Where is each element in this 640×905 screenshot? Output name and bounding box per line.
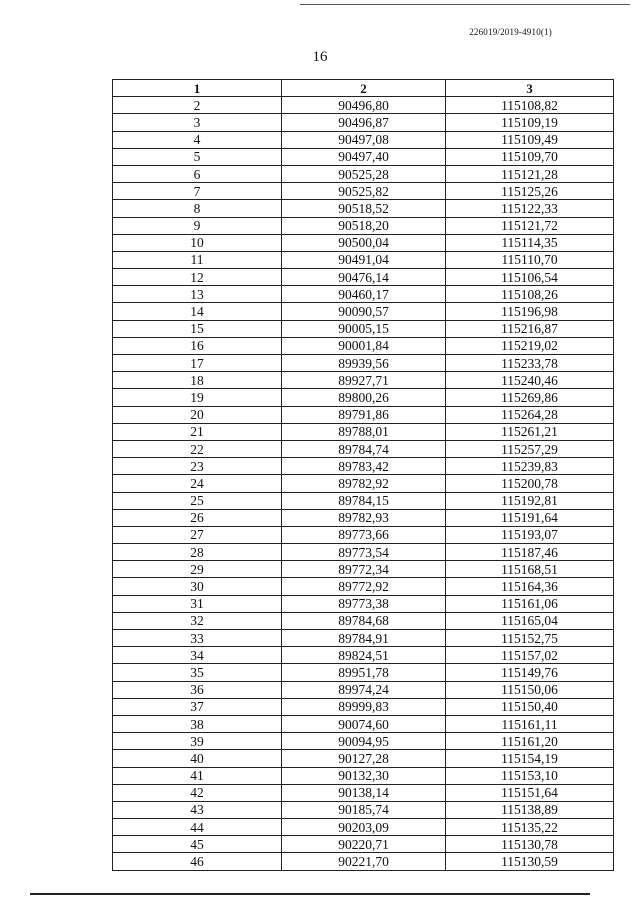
x-coordinate-cell: 89773,66 [282, 526, 446, 543]
table-row [113, 492, 614, 509]
y-coordinate-cell: 115150,06 [446, 681, 614, 698]
point-number-cell: 10 [113, 234, 282, 251]
point-number-cell: 8 [113, 200, 282, 217]
y-coordinate-cell: 115130,59 [446, 853, 614, 870]
point-number-cell: 39 [113, 733, 282, 750]
y-coordinate-cell: 115108,26 [446, 286, 614, 303]
y-coordinate-cell: 115109,49 [446, 131, 614, 148]
y-coordinate-cell: 115193,07 [446, 526, 614, 543]
x-coordinate-cell: 89784,74 [282, 440, 446, 457]
y-coordinate-cell: 115106,54 [446, 269, 614, 286]
table-row [113, 234, 614, 251]
point-number-cell: 34 [113, 647, 282, 664]
x-coordinate-cell: 89791,86 [282, 406, 446, 423]
bottom-rule [30, 893, 590, 895]
x-coordinate-cell: 89784,15 [282, 492, 446, 509]
y-coordinate-cell: 115233,78 [446, 355, 614, 372]
x-coordinate-cell: 90132,30 [282, 767, 446, 784]
x-coordinate-cell: 90203,09 [282, 819, 446, 836]
y-coordinate-cell: 115154,19 [446, 750, 614, 767]
y-coordinate-cell: 115108,82 [446, 97, 614, 114]
point-number-cell: 7 [113, 183, 282, 200]
y-coordinate-cell: 115200,78 [446, 475, 614, 492]
x-coordinate-cell: 90496,80 [282, 97, 446, 114]
table-row [113, 836, 614, 853]
point-number-cell: 45 [113, 836, 282, 853]
table-row [113, 337, 614, 354]
point-number-cell: 9 [113, 217, 282, 234]
column-header-3: 3 [446, 80, 614, 97]
x-coordinate-cell: 90525,28 [282, 165, 446, 182]
point-number-cell: 17 [113, 355, 282, 372]
y-coordinate-cell: 115138,89 [446, 801, 614, 818]
point-number-cell: 37 [113, 698, 282, 715]
table-row [113, 681, 614, 698]
x-coordinate-cell: 90518,52 [282, 200, 446, 217]
page-number: 16 [312, 49, 328, 65]
x-coordinate-cell: 90221,70 [282, 853, 446, 870]
y-coordinate-cell: 115168,51 [446, 561, 614, 578]
point-number-cell: 24 [113, 475, 282, 492]
point-number-cell: 30 [113, 578, 282, 595]
point-number-cell: 33 [113, 630, 282, 647]
y-coordinate-cell: 115152,75 [446, 630, 614, 647]
y-coordinate-cell: 115191,64 [446, 509, 614, 526]
point-number-cell: 27 [113, 526, 282, 543]
x-coordinate-cell: 89772,92 [282, 578, 446, 595]
y-coordinate-cell: 115109,70 [446, 148, 614, 165]
column-header-2: 2 [282, 80, 446, 97]
table-row [113, 853, 614, 870]
table-row [113, 612, 614, 629]
coordinates-table [112, 79, 614, 871]
point-number-cell: 40 [113, 750, 282, 767]
point-number-cell: 12 [113, 269, 282, 286]
table-row [113, 183, 614, 200]
table-row [113, 647, 614, 664]
y-coordinate-cell: 115165,04 [446, 612, 614, 629]
y-coordinate-cell: 115192,81 [446, 492, 614, 509]
table-row [113, 595, 614, 612]
x-coordinate-cell: 89782,93 [282, 509, 446, 526]
x-coordinate-cell: 89788,01 [282, 423, 446, 440]
y-coordinate-cell: 115122,33 [446, 200, 614, 217]
y-coordinate-cell: 115109,19 [446, 114, 614, 131]
point-number-cell: 13 [113, 286, 282, 303]
table-row [113, 509, 614, 526]
y-coordinate-cell: 115161,11 [446, 715, 614, 732]
x-coordinate-cell: 89772,34 [282, 561, 446, 578]
point-number-cell: 38 [113, 715, 282, 732]
table-row [113, 784, 614, 801]
table-row [113, 733, 614, 750]
table-row [113, 217, 614, 234]
y-coordinate-cell: 115121,28 [446, 165, 614, 182]
table-row [113, 767, 614, 784]
x-coordinate-cell: 90185,74 [282, 801, 446, 818]
y-coordinate-cell: 115149,76 [446, 664, 614, 681]
table-row [113, 320, 614, 337]
point-number-cell: 44 [113, 819, 282, 836]
point-number-cell: 42 [113, 784, 282, 801]
point-number-cell: 15 [113, 320, 282, 337]
point-number-cell: 26 [113, 509, 282, 526]
point-number-cell: 21 [113, 423, 282, 440]
y-coordinate-cell: 115161,20 [446, 733, 614, 750]
table-row [113, 251, 614, 268]
table-row [113, 200, 614, 217]
table-row [113, 801, 614, 818]
table-row [113, 148, 614, 165]
point-number-cell: 28 [113, 544, 282, 561]
x-coordinate-cell: 90460,17 [282, 286, 446, 303]
table-header-row [113, 80, 614, 97]
y-coordinate-cell: 115164,36 [446, 578, 614, 595]
table-row [113, 578, 614, 595]
point-number-cell: 4 [113, 131, 282, 148]
point-number-cell: 43 [113, 801, 282, 818]
x-coordinate-cell: 90496,87 [282, 114, 446, 131]
x-coordinate-cell: 89784,68 [282, 612, 446, 629]
table-row [113, 372, 614, 389]
point-number-cell: 6 [113, 165, 282, 182]
y-coordinate-cell: 115110,70 [446, 251, 614, 268]
table-row [113, 165, 614, 182]
table-row [113, 750, 614, 767]
x-coordinate-cell: 89800,26 [282, 389, 446, 406]
x-coordinate-cell: 90090,57 [282, 303, 446, 320]
y-coordinate-cell: 115135,22 [446, 819, 614, 836]
x-coordinate-cell: 90497,40 [282, 148, 446, 165]
x-coordinate-cell: 90220,71 [282, 836, 446, 853]
y-coordinate-cell: 115239,83 [446, 458, 614, 475]
table-row [113, 561, 614, 578]
point-number-cell: 3 [113, 114, 282, 131]
x-coordinate-cell: 89783,42 [282, 458, 446, 475]
point-number-cell: 22 [113, 440, 282, 457]
y-coordinate-cell: 115151,64 [446, 784, 614, 801]
point-number-cell: 18 [113, 372, 282, 389]
table-row [113, 526, 614, 543]
x-coordinate-cell: 90005,15 [282, 320, 446, 337]
x-coordinate-cell: 90476,14 [282, 269, 446, 286]
point-number-cell: 5 [113, 148, 282, 165]
y-coordinate-cell: 115261,21 [446, 423, 614, 440]
y-coordinate-cell: 115257,29 [446, 440, 614, 457]
point-number-cell: 31 [113, 595, 282, 612]
point-number-cell: 29 [113, 561, 282, 578]
x-coordinate-cell: 90497,08 [282, 131, 446, 148]
x-coordinate-cell: 90074,60 [282, 715, 446, 732]
table-row [113, 389, 614, 406]
point-number-cell: 36 [113, 681, 282, 698]
y-coordinate-cell: 115121,72 [446, 217, 614, 234]
y-coordinate-cell: 115161,06 [446, 595, 614, 612]
table-row [113, 303, 614, 320]
y-coordinate-cell: 115153,10 [446, 767, 614, 784]
x-coordinate-cell: 89784,91 [282, 630, 446, 647]
y-coordinate-cell: 115130,78 [446, 836, 614, 853]
table-row [113, 269, 614, 286]
x-coordinate-cell: 89939,56 [282, 355, 446, 372]
table-row [113, 698, 614, 715]
y-coordinate-cell: 115216,87 [446, 320, 614, 337]
point-number-cell: 20 [113, 406, 282, 423]
table-row [113, 114, 614, 131]
y-coordinate-cell: 115187,46 [446, 544, 614, 561]
table-row [113, 423, 614, 440]
x-coordinate-cell: 89927,71 [282, 372, 446, 389]
x-coordinate-cell: 89974,24 [282, 681, 446, 698]
x-coordinate-cell: 90094,95 [282, 733, 446, 750]
point-number-cell: 11 [113, 251, 282, 268]
point-number-cell: 32 [113, 612, 282, 629]
y-coordinate-cell: 115264,28 [446, 406, 614, 423]
point-number-cell: 16 [113, 337, 282, 354]
y-coordinate-cell: 115196,98 [446, 303, 614, 320]
x-coordinate-cell: 90138,14 [282, 784, 446, 801]
point-number-cell: 23 [113, 458, 282, 475]
x-coordinate-cell: 89773,38 [282, 595, 446, 612]
table-row [113, 458, 614, 475]
point-number-cell: 19 [113, 389, 282, 406]
x-coordinate-cell: 89773,54 [282, 544, 446, 561]
point-number-cell: 46 [113, 853, 282, 870]
x-coordinate-cell: 90500,04 [282, 234, 446, 251]
y-coordinate-cell: 115240,46 [446, 372, 614, 389]
x-coordinate-cell: 89951,78 [282, 664, 446, 681]
table-row [113, 819, 614, 836]
table-row [113, 355, 614, 372]
document-number: 226019/2019-4910(1) [469, 27, 552, 37]
table-row [113, 131, 614, 148]
x-coordinate-cell: 89824,51 [282, 647, 446, 664]
table-row [113, 97, 614, 114]
table-row [113, 715, 614, 732]
x-coordinate-cell: 90001,84 [282, 337, 446, 354]
y-coordinate-cell: 115157,02 [446, 647, 614, 664]
x-coordinate-cell: 90491,04 [282, 251, 446, 268]
y-coordinate-cell: 115269,86 [446, 389, 614, 406]
table-row [113, 406, 614, 423]
y-coordinate-cell: 115219,02 [446, 337, 614, 354]
table-row [113, 544, 614, 561]
point-number-cell: 41 [113, 767, 282, 784]
y-coordinate-cell: 115125,26 [446, 183, 614, 200]
table-row [113, 440, 614, 457]
table-row [113, 286, 614, 303]
y-coordinate-cell: 115114,35 [446, 234, 614, 251]
y-coordinate-cell: 115150,40 [446, 698, 614, 715]
point-number-cell: 25 [113, 492, 282, 509]
point-number-cell: 2 [113, 97, 282, 114]
x-coordinate-cell: 90127,28 [282, 750, 446, 767]
column-header-1: 1 [113, 80, 282, 97]
table-row [113, 664, 614, 681]
x-coordinate-cell: 90525,82 [282, 183, 446, 200]
x-coordinate-cell: 90518,20 [282, 217, 446, 234]
table-row [113, 475, 614, 492]
x-coordinate-cell: 89782,92 [282, 475, 446, 492]
table-row [113, 630, 614, 647]
point-number-cell: 14 [113, 303, 282, 320]
point-number-cell: 35 [113, 664, 282, 681]
top-rule [300, 4, 630, 5]
x-coordinate-cell: 89999,83 [282, 698, 446, 715]
